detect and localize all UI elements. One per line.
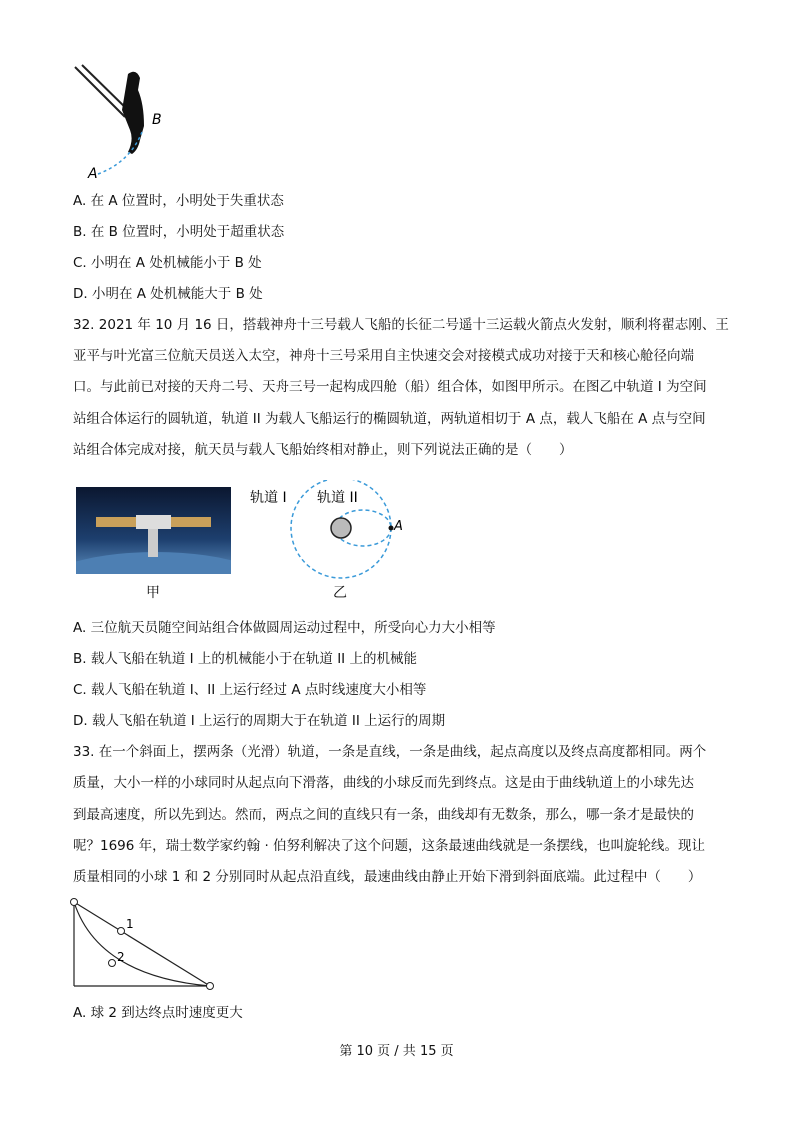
orbit-diagram	[245, 480, 415, 580]
label-a: A	[88, 166, 98, 182]
caption-a: 甲	[146, 585, 160, 601]
point-a-label: A	[394, 519, 403, 534]
q33-line: 到最高速度，所以先到达。然而，两点之间的直线只有一条，曲线却有无数条，那么，哪一条才是最快的	[73, 807, 694, 823]
ball1-label: 1	[126, 917, 134, 931]
q33-line: 质量，大小一样的小球同时从起点向下滑落，曲线的小球反而先到终点。这是由于曲线轨道上的小球先达	[73, 775, 694, 791]
brachistochrone-figure	[68, 896, 218, 992]
q31-option-c[interactable]: C. 小明在 A 处机械能小于 B 处	[73, 255, 262, 271]
q32-option-a[interactable]: A. 三位航天员随空间站组合体做圆周运动过程中，所受向心力大小相等	[73, 620, 496, 636]
q32-line: 亚平与叶光富三位航天员送入太空，神舟十三号采用自主快速交会对接模式成功对接于天和核心舱径向端	[73, 348, 694, 364]
label-b: B	[152, 112, 162, 128]
caption-b: 乙	[333, 585, 347, 601]
page-footer: 第 10 页 / 共 15 页	[339, 1044, 454, 1059]
q31-option-b[interactable]: B. 在 B 位置时，小明处于超重状态	[73, 224, 285, 240]
q33-line: 质量相同的小球 1 和 2 分别同时从起点沿直线，最速曲线由静止开始下滑到斜面底端。此过程中（ ）	[73, 869, 702, 885]
orbit1-label: 轨道 I	[250, 490, 287, 506]
orbit2-label: 轨道 II	[317, 490, 358, 506]
q33-line: 33. 在一个斜面上，摆两条（光滑）轨道，一条是直线，一条是曲线，起点高度以及终点高度都相同。两个	[73, 744, 707, 760]
ball2-label: 2	[117, 950, 125, 964]
q32-option-b[interactable]: B. 载人飞船在轨道 I 上的机械能小于在轨道 II 上的机械能	[73, 651, 417, 667]
q32-option-c[interactable]: C. 载人飞船在轨道 I、II 上运行经过 A 点时线速度大小相等	[73, 682, 427, 698]
q32-line: 32. 2021 年 10 月 16 日，搭载神舟十三号载人飞船的长征二号遥十三运载火箭点火发射，顺利将翟志刚、王	[73, 317, 729, 333]
q31-option-d[interactable]: D. 小明在 A 处机械能大于 B 处	[73, 286, 263, 302]
q31-option-a[interactable]: A. 在 A 位置时，小明处于失重状态	[73, 193, 284, 209]
space-station-photo	[76, 487, 231, 574]
q33-option-a[interactable]: A. 球 2 到达终点时速度更大	[73, 1005, 243, 1021]
q33-line: 呢？1696 年，瑞士数学家约翰 · 伯努利解决了这个问题，这条最速曲线就是一条摆线，也叫旋轮线。现让	[73, 838, 706, 854]
q32-line: 站组合体运行的圆轨道，轨道 II 为载人飞船运行的椭圆轨道，两轨道相切于 A 点，载人飞船在 A 点与空间	[73, 411, 706, 427]
swing-figure	[70, 62, 180, 187]
q32-line: 口。与此前已对接的天舟二号、天舟三号一起构成四舱（船）组合体，如图甲所示。在图乙中轨道 I 为空间	[73, 379, 707, 395]
q32-option-d[interactable]: D. 载人飞船在轨道 I 上运行的周期大于在轨道 II 上运行的周期	[73, 713, 446, 729]
q32-line: 站组合体完成对接，航天员与载人飞船始终相对静止，则下列说法正确的是（ ）	[73, 442, 573, 458]
